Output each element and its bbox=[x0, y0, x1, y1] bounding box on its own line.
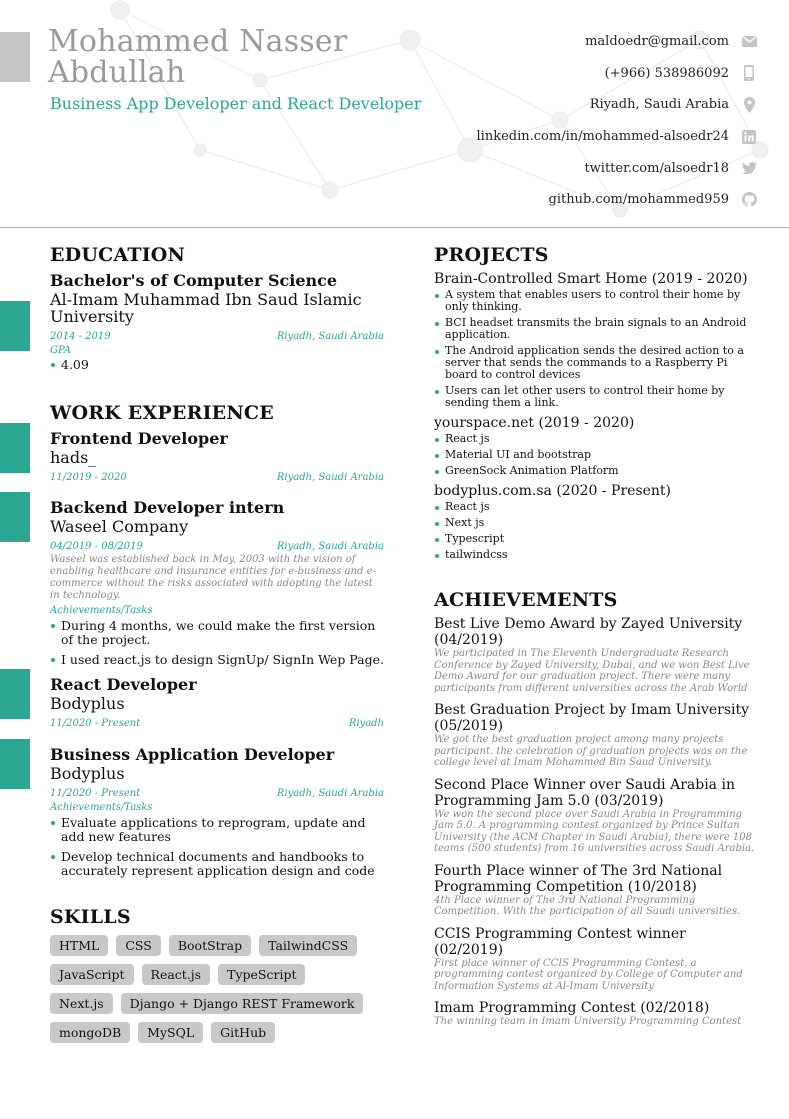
project-bullet: Users can let other users to control their home by sending them a link. bbox=[434, 385, 758, 409]
job-dates: 11/2019 - 2020 bbox=[50, 472, 127, 483]
achievement-description: 4th Place winner of The 3rd National Programming Competition. With the participation of all Saudi universities. bbox=[434, 894, 741, 917]
achievement-description: We participated in The Eleventh Undergraduate Research Conference by Zayed University, Dubai, and we won Best Live Demo Award for our graduation project. There were many participants from different universities across the Arab World bbox=[434, 648, 750, 694]
job-accent-bar bbox=[0, 739, 30, 789]
contact-email-text: maldoedr@gmail.com bbox=[585, 34, 729, 50]
job-company: Bodyplus bbox=[50, 694, 125, 713]
project-bullet: BCI headset transmits the brain signals to an Android application. bbox=[434, 317, 758, 341]
project-title: bodyplus.com.sa (2020 - Present) bbox=[434, 483, 672, 499]
tasks-list bbox=[50, 619, 384, 667]
project-bullet: React js bbox=[434, 501, 758, 513]
achievement-entry bbox=[434, 1000, 758, 1028]
job-title: Business Application Developer bbox=[50, 745, 335, 764]
linkedin-icon bbox=[741, 129, 757, 145]
job-location: Riyadh, Saudi Arabia bbox=[276, 472, 384, 483]
contact-github[interactable] bbox=[427, 184, 757, 216]
skill-chip: TypeScript bbox=[218, 964, 305, 985]
project-bullet: A system that enables users to control their home by only thinking. bbox=[434, 289, 758, 313]
achievement-title: Imam Programming Contest (02/2018) bbox=[434, 1000, 710, 1016]
name-line-1: Mohammed Nasser bbox=[48, 24, 348, 59]
project-bullet: tailwindcss bbox=[434, 549, 758, 561]
project-title: Brain-Controlled Smart Home (2019 - 2020) bbox=[434, 271, 748, 287]
skills-chip-list bbox=[50, 935, 384, 1051]
gpa-value: 4.09 bbox=[50, 358, 384, 372]
project-bullet: Typescript bbox=[434, 533, 758, 545]
project-entry bbox=[434, 483, 758, 561]
contact-list bbox=[427, 26, 757, 216]
tasks-list bbox=[50, 816, 384, 878]
project-entry bbox=[434, 415, 758, 477]
contact-phone-text: (+966) 538986092 bbox=[604, 65, 729, 81]
contact-twitter[interactable] bbox=[427, 152, 757, 184]
skill-chip: Next.js bbox=[50, 993, 113, 1014]
job-accent-bar bbox=[0, 492, 30, 542]
project-bullets bbox=[434, 433, 758, 477]
envelope-icon bbox=[741, 34, 757, 50]
work-heading: WORK EXPERIENCE bbox=[50, 402, 274, 424]
full-name bbox=[48, 26, 347, 88]
job-title: Business App Developer and React Developer bbox=[50, 94, 422, 113]
achievement-title: Fourth Place winner of The 3rd National Programming Competition (10/2018) bbox=[434, 862, 723, 895]
achievement-entry bbox=[434, 616, 758, 694]
job-location: Riyadh bbox=[348, 718, 384, 729]
achievement-title: CCIS Programming Contest winner (02/2019) bbox=[434, 925, 686, 958]
skill-chip: HTML bbox=[50, 935, 108, 956]
job-company: Bodyplus bbox=[50, 764, 125, 783]
achievement-entry bbox=[434, 863, 758, 918]
achievement-title: Best Graduation Project by Imam University (05/2019) bbox=[434, 702, 750, 734]
job-meta bbox=[50, 788, 384, 799]
project-bullet: The Android application sends the desired action to a server that sends the commands to a Raspberry Pi board to control devices bbox=[434, 345, 758, 381]
project-title: yourspace.net (2019 - 2020) bbox=[434, 415, 635, 431]
degree-name: Bachelor's of Computer Science bbox=[50, 271, 338, 290]
project-bullets bbox=[434, 501, 758, 561]
job-dates: 11/2020 - Present bbox=[50, 718, 141, 729]
project-bullet: GreenSock Animation Platform bbox=[434, 465, 758, 477]
job-meta bbox=[50, 718, 384, 729]
achievement-description: We won the second place over Saudi Arabia in Programming Jam 5.0. A programming contest organized by Prince Sultan University (the ACM Chapter in Saudi Arabia), there were 108 teams (500 students) from 16 universities across Saudi Arabia. bbox=[434, 808, 755, 854]
contact-location-text: Riyadh, Saudi Arabia bbox=[589, 97, 729, 113]
skill-chip: TailwindCSS bbox=[259, 935, 357, 956]
skill-chip: GitHub bbox=[211, 1022, 275, 1043]
achievement-description: The winning team in Imam University Programming Contest bbox=[434, 1016, 742, 1027]
skill-chip: JavaScript bbox=[50, 964, 134, 985]
job-entry-react-developer bbox=[50, 676, 384, 729]
job-description: Waseel was established back in May, 2003 with the vision of enabling healthcare and insurance entities for e-business and e-commerce without the risks associated with adopting the latest in technology. bbox=[50, 554, 376, 601]
achievement-title: Second Place Winner over Saudi Arabia in Programming Jam 5.0 (03/2019) bbox=[434, 776, 735, 809]
task-item: I used react.js to design SignUp/ SignIn Wep Page. bbox=[50, 653, 384, 667]
job-location: Riyadh, Saudi Arabia bbox=[276, 541, 384, 552]
contact-linkedin-text: linkedin.com/in/mohammed-alsoedr24 bbox=[476, 129, 729, 145]
skill-chip: Django + Django REST Framework bbox=[121, 993, 364, 1014]
job-dates: 04/2019 - 08/2019 bbox=[50, 541, 143, 552]
project-entry bbox=[434, 271, 758, 409]
resume-header bbox=[0, 0, 789, 228]
contact-location bbox=[427, 89, 757, 121]
skill-chip: mongoDB bbox=[50, 1022, 130, 1043]
achievement-description: We got the best graduation project among many projects participant. the celebration of graduation projects was on the college level at Imam Mohammed Bin Saud University. bbox=[434, 734, 748, 768]
education-dates: 2014 - 2019 bbox=[50, 331, 111, 342]
contact-twitter-text: twitter.com/alsoedr18 bbox=[584, 160, 729, 176]
education-meta bbox=[50, 331, 384, 342]
job-entry-business-app-developer bbox=[50, 746, 384, 878]
projects-heading: PROJECTS bbox=[434, 244, 549, 266]
skill-chip: MySQL bbox=[138, 1022, 203, 1043]
gpa-label: GPA bbox=[50, 345, 72, 356]
twitter-icon bbox=[741, 160, 757, 176]
achievements-heading: ACHIEVEMENTS bbox=[434, 589, 618, 611]
achievement-entry bbox=[434, 777, 758, 855]
job-accent-bar bbox=[0, 423, 30, 473]
skills-heading: SKILLS bbox=[50, 906, 131, 928]
job-title: Frontend Developer bbox=[50, 429, 228, 448]
tasks-label: Achievements/Tasks bbox=[50, 605, 153, 616]
skill-chip: React.js bbox=[142, 964, 211, 985]
contact-phone[interactable] bbox=[427, 58, 757, 90]
project-bullet: Next js bbox=[434, 517, 758, 529]
tasks-label: Achievements/Tasks bbox=[50, 802, 153, 813]
job-meta bbox=[50, 472, 384, 483]
job-title: React Developer bbox=[50, 675, 197, 694]
education-heading: EDUCATION bbox=[50, 244, 186, 266]
name-line-2: Abdullah bbox=[48, 55, 186, 90]
project-bullets bbox=[434, 289, 758, 409]
header-divider bbox=[0, 227, 789, 228]
map-marker-icon bbox=[741, 97, 757, 113]
job-title: Backend Developer intern bbox=[50, 498, 285, 517]
education-location: Riyadh, Saudi Arabia bbox=[276, 331, 384, 342]
school-name: Al-Imam Muhammad Ibn Saud Islamic University bbox=[50, 290, 362, 326]
achievement-title: Best Live Demo Award by Zayed University (04/2019) bbox=[434, 616, 743, 648]
left-column bbox=[50, 244, 384, 1051]
education-accent-bar bbox=[0, 301, 30, 351]
project-bullet: React js bbox=[434, 433, 758, 445]
contact-github-text: github.com/mohammed959 bbox=[548, 192, 729, 208]
mobile-phone-icon bbox=[741, 65, 757, 81]
task-item: Evaluate applications to reprogram, update and add new features bbox=[50, 816, 384, 844]
project-bullet: Material UI and bootstrap bbox=[434, 449, 758, 461]
job-company: Waseel Company bbox=[50, 517, 189, 536]
right-column bbox=[434, 244, 758, 1028]
skill-chip: CSS bbox=[116, 935, 160, 956]
task-item: Develop technical documents and handbooks to accurately represent application design and code bbox=[50, 850, 384, 878]
job-meta bbox=[50, 541, 384, 552]
achievement-description: First place winner of CCIS Programming Contest, a programming contest organized by College of Computer and Information Systems at Al-Imam University bbox=[434, 957, 743, 992]
github-icon bbox=[741, 192, 757, 208]
gpa-list bbox=[50, 358, 384, 372]
job-accent-bar bbox=[0, 669, 30, 719]
job-company: hads_ bbox=[50, 448, 97, 467]
achievement-entry bbox=[434, 702, 758, 769]
achievement-entry bbox=[434, 926, 758, 993]
job-entry-frontend bbox=[50, 430, 384, 483]
education-entry bbox=[50, 272, 384, 372]
skill-chip: BootStrap bbox=[169, 935, 251, 956]
contact-email[interactable] bbox=[427, 26, 757, 58]
job-dates: 11/2020 - Present bbox=[50, 788, 141, 799]
job-entry-backend-intern bbox=[50, 499, 384, 667]
contact-linkedin[interactable] bbox=[427, 121, 757, 153]
task-item: During 4 months, we could make the first version of the project. bbox=[50, 619, 384, 647]
name-accent-block bbox=[0, 32, 30, 82]
job-location: Riyadh, Saudi Arabia bbox=[276, 788, 384, 799]
